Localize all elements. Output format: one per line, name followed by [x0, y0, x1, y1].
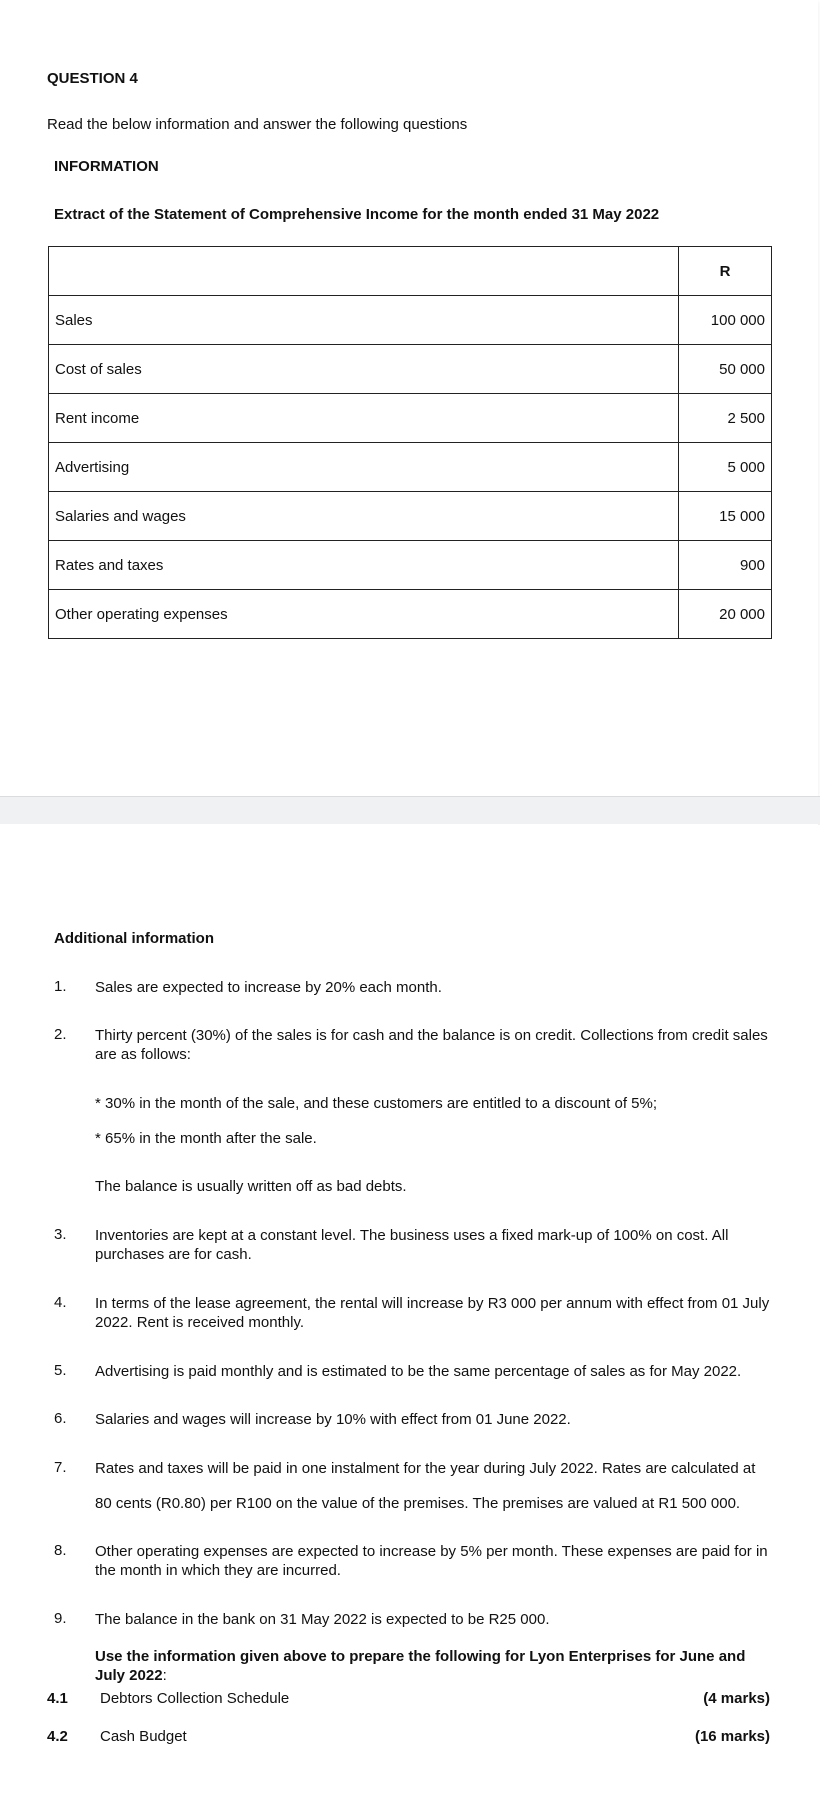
item-text: Other operating expenses are expected to increase by 5% per month. These expenses are paid for in the month in which they are incurred.	[95, 1543, 768, 1579]
item-text: Advertising is paid monthly and is estimated to be the same percentage of sales as for May 2022.	[95, 1363, 742, 1380]
question-title: QUESTION 4	[47, 70, 138, 87]
item-number: 4.	[54, 1294, 67, 1311]
item-text: Inventories are kept at a constant level. The business uses a fixed mark-up of 100% on cost. All purchases are for cash.	[95, 1227, 729, 1263]
additional-info-heading: Additional information	[54, 930, 214, 947]
instruction-colon: :	[162, 1667, 167, 1684]
item-number: 5.	[54, 1362, 67, 1379]
row-label: Other operating expenses	[49, 590, 679, 639]
extract-heading: Extract of the Statement of Comprehensive Income for the month ended 31 May 2022	[54, 206, 660, 223]
table-row	[49, 394, 772, 443]
table-header-row	[49, 247, 772, 296]
question-marks: (16 marks)	[694, 1728, 770, 1745]
information-heading: INFORMATION	[54, 158, 159, 175]
intro-text: Read the below information and answer the following questions	[47, 116, 468, 133]
question-number: 4.2	[47, 1728, 68, 1745]
instruction-text	[95, 1647, 775, 1685]
table-row	[49, 443, 772, 492]
row-amount: 100 000	[679, 296, 772, 345]
table-row	[49, 590, 772, 639]
question-text: Debtors Collection Schedule	[100, 1690, 290, 1707]
row-amount: 2 500	[679, 394, 772, 443]
row-label: Rent income	[49, 394, 679, 443]
item-number: 2.	[54, 1026, 67, 1043]
row-amount: 15 000	[679, 492, 772, 541]
item-subtext: 80 cents (R0.80) per R100 on the value of the premises. The premises are valued at R1 500 000.	[95, 1495, 741, 1512]
income-statement-table	[48, 246, 772, 639]
table-row	[49, 345, 772, 394]
row-label: Advertising	[49, 443, 679, 492]
item-text: Salaries and wages will increase by 10% with effect from 01 June 2022.	[95, 1411, 571, 1428]
item-subtext: The balance is usually written off as bad debts.	[95, 1178, 407, 1195]
item-subtext: * 30% in the month of the sale, and these customers are entitled to a discount of 5%;	[95, 1095, 658, 1112]
page-separator	[0, 796, 820, 825]
label-header-cell	[49, 247, 679, 296]
row-amount: 50 000	[679, 345, 772, 394]
row-amount: 20 000	[679, 590, 772, 639]
item-text: The balance in the bank on 31 May 2022 is expected to be R25 000.	[95, 1611, 550, 1628]
row-label: Rates and taxes	[49, 541, 679, 590]
item-number: 8.	[54, 1542, 67, 1559]
page-one	[0, 0, 818, 796]
item-text: In terms of the lease agreement, the rental will increase by R3 000 per annum with effect from 01 July 2022. Rent is received monthly.	[95, 1295, 770, 1331]
item-text: Sales are expected to increase by 20% each month.	[95, 979, 442, 996]
row-label: Cost of sales	[49, 345, 679, 394]
question-marks: (4 marks)	[703, 1690, 770, 1707]
table-row	[49, 492, 772, 541]
instruction-bold: Use the information given above to prepare the following for Lyon Enterprises for June and July 2022	[95, 1648, 746, 1684]
page-two	[0, 824, 818, 1806]
item-number: 3.	[54, 1226, 67, 1243]
item-number: 6.	[54, 1410, 67, 1427]
item-number: 7.	[54, 1459, 67, 1476]
row-amount: 900	[679, 541, 772, 590]
table-row	[49, 541, 772, 590]
row-amount: 5 000	[679, 443, 772, 492]
row-label: Salaries and wages	[49, 492, 679, 541]
currency-header-cell: R	[679, 247, 772, 296]
item-subtext: * 65% in the month after the sale.	[95, 1130, 317, 1147]
item-number: 1.	[54, 978, 67, 995]
item-number: 9.	[54, 1610, 67, 1627]
table-row	[49, 296, 772, 345]
question-number: 4.1	[47, 1690, 68, 1707]
item-text: Thirty percent (30%) of the sales is for cash and the balance is on credit. Collections from credit sales are as follows:	[95, 1027, 768, 1063]
row-label: Sales	[49, 296, 679, 345]
item-text: Rates and taxes will be paid in one instalment for the year during July 2022. Rates are calculated at	[95, 1460, 756, 1477]
question-text: Cash Budget	[100, 1728, 187, 1745]
